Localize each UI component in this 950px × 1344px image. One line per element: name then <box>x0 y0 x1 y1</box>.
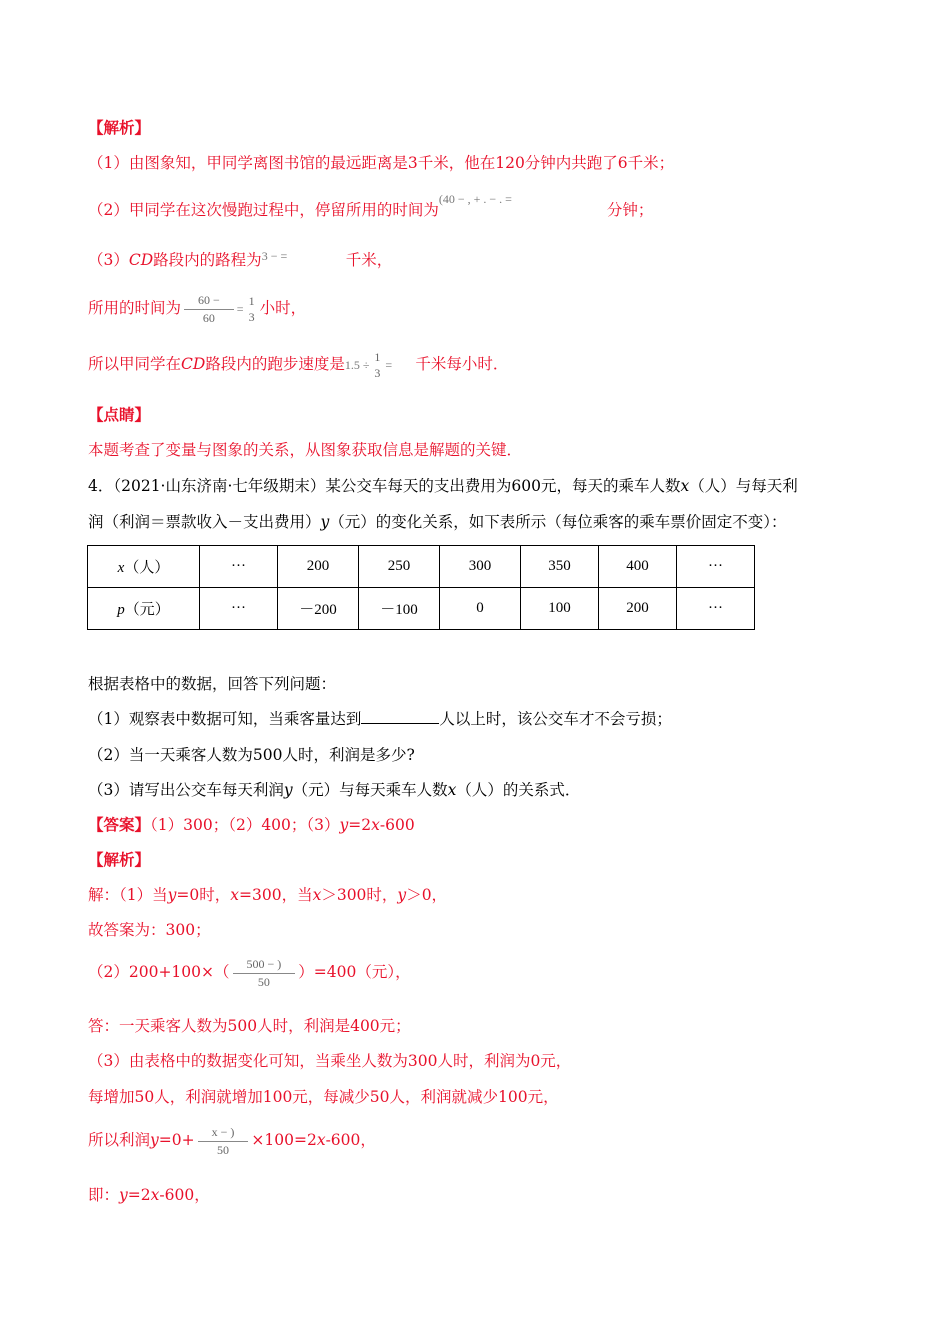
solution-step-3 <box>88 250 392 271</box>
s8-x: x <box>150 1186 160 1204</box>
answer-x: x <box>371 816 380 834</box>
step5-eq: = <box>385 358 393 372</box>
q4-line2-suffix: （元）的变化关系，如下表所示（每位乘客的乘车票价固定不变）： <box>329 513 787 531</box>
s8-b: -600， <box>159 1186 210 1204</box>
table-cell: ··· <box>200 588 278 630</box>
s3-frac-num: 500 − ) <box>233 956 296 974</box>
s1-x: x <box>230 886 239 904</box>
table-var: p <box>117 602 125 618</box>
solution-line-3 <box>88 952 411 992</box>
solution-line-4: 答：一天乘客人数为500人时，利润是400元； <box>88 1017 411 1035</box>
step2-formula: (40 − , + . − . = <box>438 192 512 206</box>
answer-y: y <box>339 816 349 834</box>
s1-x2: x <box>312 886 322 904</box>
s7-frac-den: 50 <box>217 1143 229 1157</box>
step4-frac2-num: 1 <box>248 294 255 308</box>
solution-step-5 <box>88 346 508 383</box>
table-header-cell <box>88 588 200 630</box>
step5-frac-den: 3 <box>374 366 381 380</box>
question4-part1 <box>88 709 672 729</box>
jiexi-label-2: 【解析】 <box>88 850 151 869</box>
step4-frac-num: 60 − <box>184 292 234 310</box>
s1-d: ＞300时， <box>321 886 398 904</box>
table-var: x <box>117 560 125 576</box>
table-cell: 100 <box>521 588 599 630</box>
s7-a: =0+ <box>158 1131 195 1149</box>
step3-prefix: （3） <box>88 251 129 269</box>
s1-y2: y <box>397 886 407 904</box>
step5-mid: 路段内的跑步速度是 <box>205 355 345 373</box>
question4-line2 <box>88 512 787 532</box>
step4-suffix: 小时， <box>259 299 307 317</box>
solution-line-1 <box>88 885 447 905</box>
question4-line1 <box>88 476 798 496</box>
step4-prefix: 所用的时间为 <box>88 299 182 317</box>
q1-suffix: 人以上时，该公交车才不会亏损； <box>439 710 672 728</box>
s1-e: ＞0， <box>406 886 448 904</box>
s7-fraction <box>198 1124 249 1158</box>
step4-frac2-den: 3 <box>248 310 255 324</box>
table-row <box>88 546 755 588</box>
question4-part3 <box>88 780 580 800</box>
table-cell: －100 <box>359 588 440 630</box>
q3-var-y: y <box>283 781 293 799</box>
table-cell: 300 <box>440 546 521 588</box>
table-cell: ··· <box>677 546 755 588</box>
s1-c: =300，当 <box>239 886 313 904</box>
q4-line1-prefix: 4．（2021·山东济南·七年级期末）某公交车每天的支出费用为600元，每天的乘车人数 <box>88 477 681 495</box>
s3-fraction <box>233 956 296 990</box>
table-row <box>88 588 755 630</box>
q4-var-x: x <box>680 477 690 495</box>
step3-mid: 路段内的路程为 <box>153 251 262 269</box>
answer-text: （1）300；（2）400；（3） <box>150 816 340 834</box>
step2-prefix: （2）甲同学在这次慢跑过程中，停留所用的时间为 <box>88 201 439 219</box>
s1-y: y <box>167 886 177 904</box>
step4-fraction-2 <box>247 293 257 325</box>
q4-line1-suffix: （人）与每天利 <box>689 477 798 495</box>
data-table <box>87 545 755 630</box>
s3-suffix: ）=400（元）， <box>298 963 411 981</box>
step2-suffix: 分钟； <box>606 201 654 219</box>
q3-suffix: （人）的关系式． <box>456 781 581 799</box>
table-header-cell <box>88 546 200 588</box>
step5-frac-num: 1 <box>374 350 381 364</box>
s8-prefix: 即： <box>88 1186 120 1204</box>
step5-formula: 1.5 ÷ <box>344 358 370 372</box>
s1-a: 解：（1）当 <box>88 886 168 904</box>
question4-intro: 根据表格中的数据，回答下列问题： <box>88 675 337 693</box>
s3-prefix: （2）200+100×（ <box>88 963 230 981</box>
s7-y: y <box>150 1131 159 1149</box>
step5-cd: CD <box>181 355 206 373</box>
step3-suffix: 千米， <box>345 251 393 269</box>
table-cell: 250 <box>359 546 440 588</box>
solution-step-4 <box>88 290 306 327</box>
s3-frac-den: 50 <box>257 975 270 989</box>
step3-formula: 3 − = <box>261 249 288 263</box>
dianjing-text: 本题考查了变量与图象的关系，从图象获取信息是解题的关键． <box>88 441 523 459</box>
table-cell: 200 <box>599 588 677 630</box>
solution-line-5: （3）由表格中的数据变化可知，当乘坐人数为300人时，利润为0元， <box>88 1052 572 1070</box>
solution-line-6: 每增加50人，利润就增加100元，每减少50人，利润就减少100元， <box>88 1088 559 1106</box>
question4-part2: （2）当一天乘客人数为500人时，利润是多少? <box>88 746 415 764</box>
table-cell: 200 <box>278 546 359 588</box>
step4-eq: = <box>236 302 244 316</box>
table-cell: －200 <box>278 588 359 630</box>
s7-b: ×100=2 <box>251 1131 317 1149</box>
answer-eq: =2 <box>348 816 372 834</box>
s7-x: x <box>316 1131 326 1149</box>
table-cell: 400 <box>599 546 677 588</box>
q1-prefix: （1）观察表中数据可知，当乘客量达到 <box>88 710 362 728</box>
q3-var-x: x <box>447 781 457 799</box>
s7-prefix: 所以利润 <box>88 1131 151 1149</box>
step5-fraction <box>372 349 382 381</box>
step5-suffix: 千米每小时． <box>415 355 509 373</box>
table-cell: ··· <box>677 588 755 630</box>
solution-line-8 <box>88 1185 210 1205</box>
s7-c: -600， <box>325 1131 376 1149</box>
q4-var-y: y <box>320 513 330 531</box>
jiexi-label-1: 【解析】 <box>88 118 151 137</box>
step5-prefix: 所以甲同学在 <box>88 355 182 373</box>
answer-line <box>88 815 415 835</box>
table-unit: （人） <box>124 560 170 576</box>
s7-frac-num: x − ) <box>198 1124 249 1142</box>
solution-line-7 <box>88 1120 376 1160</box>
step3-cd: CD <box>128 251 154 269</box>
answer-label: 【答案】 <box>88 815 151 834</box>
step4-fraction <box>184 292 234 326</box>
table-unit: （元） <box>124 602 170 618</box>
q3-prefix: （3）请写出公交车每天利润 <box>88 781 284 799</box>
table-cell: 0 <box>440 588 521 630</box>
q3-mid: （元）与每天乘车人数 <box>292 781 448 799</box>
dianjing-label: 【点睛】 <box>88 405 151 424</box>
s8-a: =2 <box>127 1186 151 1204</box>
solution-step-1: （1）由图象知，甲同学离图书馆的最远距离是3千米，他在120分钟内共跑了6千米； <box>88 154 675 172</box>
s8-y: y <box>119 1186 128 1204</box>
solution-step-2 <box>88 192 654 221</box>
s1-b: =0时， <box>176 886 231 904</box>
table-cell: 350 <box>521 546 599 588</box>
table-cell: ··· <box>200 546 278 588</box>
answer-end: -600 <box>379 816 415 834</box>
answer-blank[interactable] <box>361 709 439 724</box>
step4-frac-den: 60 <box>202 311 215 325</box>
solution-line-2: 故答案为：300； <box>88 921 211 939</box>
q4-line2-prefix: 润（利润＝票款收入－支出费用） <box>88 513 321 531</box>
